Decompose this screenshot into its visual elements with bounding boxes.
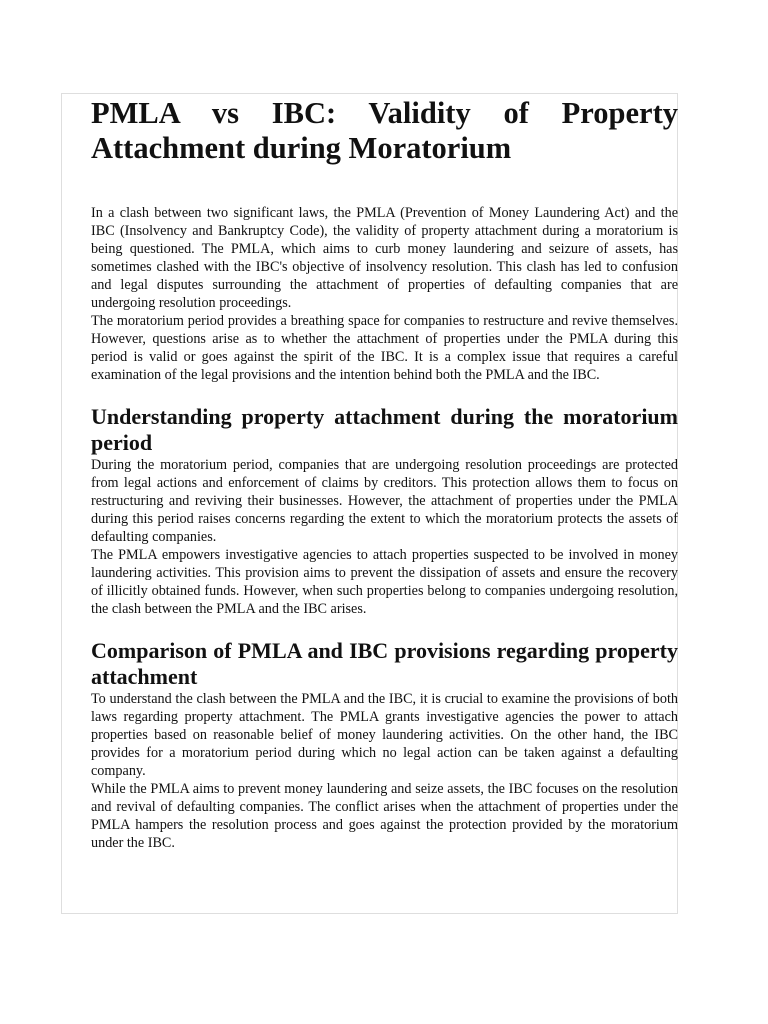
section-paragraph: To understand the clash between the PMLA and the IBC, it is crucial to examine the provisions of both laws regarding property attachment. The PMLA grants investigative agencies the power to attach properties based on reasonable belief of money laundering activities. On the other hand, the IBC provides for a moratorium period during which no legal action can be taken against a defaulting company. <box>91 691 678 779</box>
section-heading-comparison: Comparison of PMLA and IBC provisions regarding property attachment <box>91 638 678 689</box>
document-page <box>61 93 678 914</box>
spacer <box>91 384 678 404</box>
spacer <box>91 166 678 204</box>
article-body <box>91 94 678 852</box>
intro-paragraph: In a clash between two significant laws, the PMLA (Prevention of Money Laundering Act) and the IBC (Insolvency and Bankruptcy Code), the validity of property attachment during a moratorium is being questioned. The PMLA, which aims to curb money laundering and seizure of assets, has sometimes clashed with the IBC's objective of insolvency resolution. This clash has led to confusion and legal disputes surrounding the attachment of properties of defaulting companies that are undergoing resolution proceedings. <box>91 205 678 311</box>
intro-paragraph: The moratorium period provides a breathing space for companies to restructure and revive themselves. However, questions arise as to whether the attachment of properties under the PMLA during this period is valid or goes against the spirit of the IBC. It is a complex issue that requires a careful examination of the legal provisions and the intention behind both the PMLA and the IBC. <box>91 313 678 383</box>
section-paragraph: The PMLA empowers investigative agencies to attach properties suspected to be involved in money laundering activities. This provision aims to prevent the dissipation of assets and ensure the recovery of illicitly obtained funds. However, when such properties belong to companies undergoing resolution, the clash between the PMLA and the IBC arises. <box>91 547 678 617</box>
section-heading-property-attachment: Understanding property attachment during the moratorium period <box>91 404 678 455</box>
article-title: PMLA vs IBC: Validity of Property Attachment during Moratorium <box>91 96 678 165</box>
section-paragraph: While the PMLA aims to prevent money laundering and seize assets, the IBC focuses on the resolution and revival of defaulting companies. The conflict arises when the attachment of properties under the PMLA hampers the resolution process and goes against the protection provided by the moratorium under the IBC. <box>91 781 678 851</box>
spacer <box>91 618 678 638</box>
section-paragraph: During the moratorium period, companies that are undergoing resolution proceedings are protected from legal actions and enforcement of claims by creditors. This protection allows them to focus on restructuring and reviving their businesses. However, the attachment of properties under the PMLA during this period raises concerns regarding the extent to which the moratorium protects the assets of defaulting companies. <box>91 457 678 545</box>
